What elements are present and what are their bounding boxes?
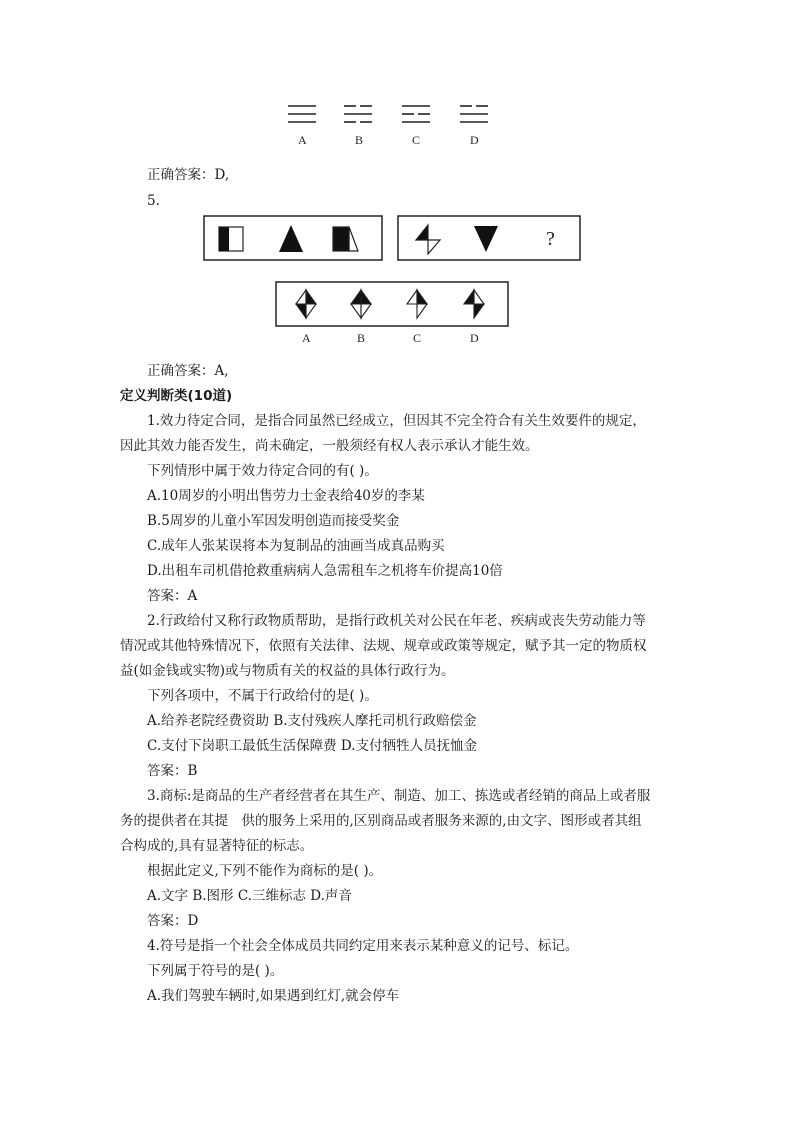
q5-options-figure <box>274 280 514 346</box>
q5-answer: 正确答案：A, <box>147 363 229 379</box>
q4-option-a-symbol <box>288 106 316 122</box>
q5-option-b-shape <box>351 290 371 318</box>
q5-option-c-shape <box>407 290 427 318</box>
q5-number: 5. <box>147 193 160 209</box>
q1-option-c: C.成年人张某误将本为复制品的油画当成真品购买 <box>147 538 445 554</box>
q4-option-label: D <box>470 133 479 147</box>
q1-option-d: D.出租车司机借抢救重病病人急需租车之机将车价提高10倍 <box>147 563 503 579</box>
q4-answer: 正确答案：D, <box>147 167 230 183</box>
q5-puzzle-figure <box>200 212 585 264</box>
q3-line-1: 3.商标:是商品的生产者经营者在其生产、制造、加工、拣选或者经销的商品上或者服 <box>147 788 651 804</box>
q2-answer: 答案：B <box>147 763 198 779</box>
q2-options-ab: A.给养老院经费资助 B.支付残疾人摩托司机行政赔偿金 <box>147 713 477 729</box>
q4-option-label: C <box>412 133 421 147</box>
q3-line-4: 根据此定义,下列不能作为商标的是( )。 <box>147 863 383 879</box>
q5-option-a-shape <box>296 290 316 318</box>
q1-option-a: A.10周岁的小明出售劳力士金表给40岁的李某 <box>147 488 425 504</box>
q3-answer: 答案：D <box>147 913 199 929</box>
q4-option-b-symbol <box>344 106 372 122</box>
q3-options: A.文字 B.图形 C.三维标志 D.声音 <box>147 888 352 904</box>
q4-line-1: 4.符号是指一个社会全体成员共同约定用来表示某种意义的记号、标记。 <box>147 938 579 954</box>
q5-triangle-shape <box>279 225 303 252</box>
q5-square-triangle-shape <box>333 227 358 251</box>
q4-option-a-text: A.我们驾驶车辆时,如果遇到红灯,就会停车 <box>147 988 400 1004</box>
q5-option-label: B <box>357 331 366 345</box>
q2-line-3: 益(如金钱或实物)或与物质有关的权益的具体行政行为。 <box>120 663 455 679</box>
q1-answer: 答案：A <box>147 588 198 604</box>
q5-question-mark: ? <box>546 228 555 250</box>
q2-line-1: 2.行政给付又称行政物质帮助，是指行政机关对公民在年老、疾病或丧失劳动能力等 <box>147 613 646 629</box>
q5-option-label: D <box>470 331 479 345</box>
q4-option-d-symbol <box>460 106 488 122</box>
q4-line-2: 下列属于符号的是( )。 <box>147 963 284 979</box>
q1-line-1: 1.效力待定合同，是指合同虽然已经成立，但因其不完全符合有关生效要件的规定， <box>147 413 646 429</box>
q4-option-c-symbol <box>402 106 430 122</box>
q3-line-2: 务的提供者在其提 供的服务上采用的,区别商品或者服务来源的,由文字、图形或者其组 <box>120 813 642 829</box>
q5-inverted-triangle-shape <box>474 226 498 252</box>
q2-line-2: 情况或其他特殊情况下，依照有关法律、法规、规章或政策等规定，赋予其一定的物质权 <box>120 638 647 654</box>
q1-option-b: B.5周岁的儿童小军因发明创造而接受奖金 <box>147 513 400 529</box>
section-title: 定义判断类(10道) <box>120 388 233 404</box>
q5-bolt-shape <box>416 225 440 254</box>
q5-option-label: A <box>302 331 311 345</box>
q4-options-figure <box>280 100 510 150</box>
q5-half-square-shape <box>219 227 243 251</box>
q5-option-label: C <box>413 331 422 345</box>
q3-line-3: 合构成的,具有显著特征的标志。 <box>120 838 314 854</box>
q2-line-4: 下列各项中，不属于行政给付的是( )。 <box>147 688 378 704</box>
q4-option-label: B <box>355 133 364 147</box>
q2-options-cd: C.支付下岗职工最低生活保障费 D.支付牺牲人员抚恤金 <box>147 738 478 754</box>
q4-option-label: A <box>298 133 307 147</box>
q1-line-3: 下列情形中属于效力待定合同的有( )。 <box>147 463 378 479</box>
q1-line-2: 因此其效力能否发生，尚未确定，一般须经有权人表示承认才能生效。 <box>120 438 539 454</box>
q5-option-d-shape <box>464 290 484 318</box>
